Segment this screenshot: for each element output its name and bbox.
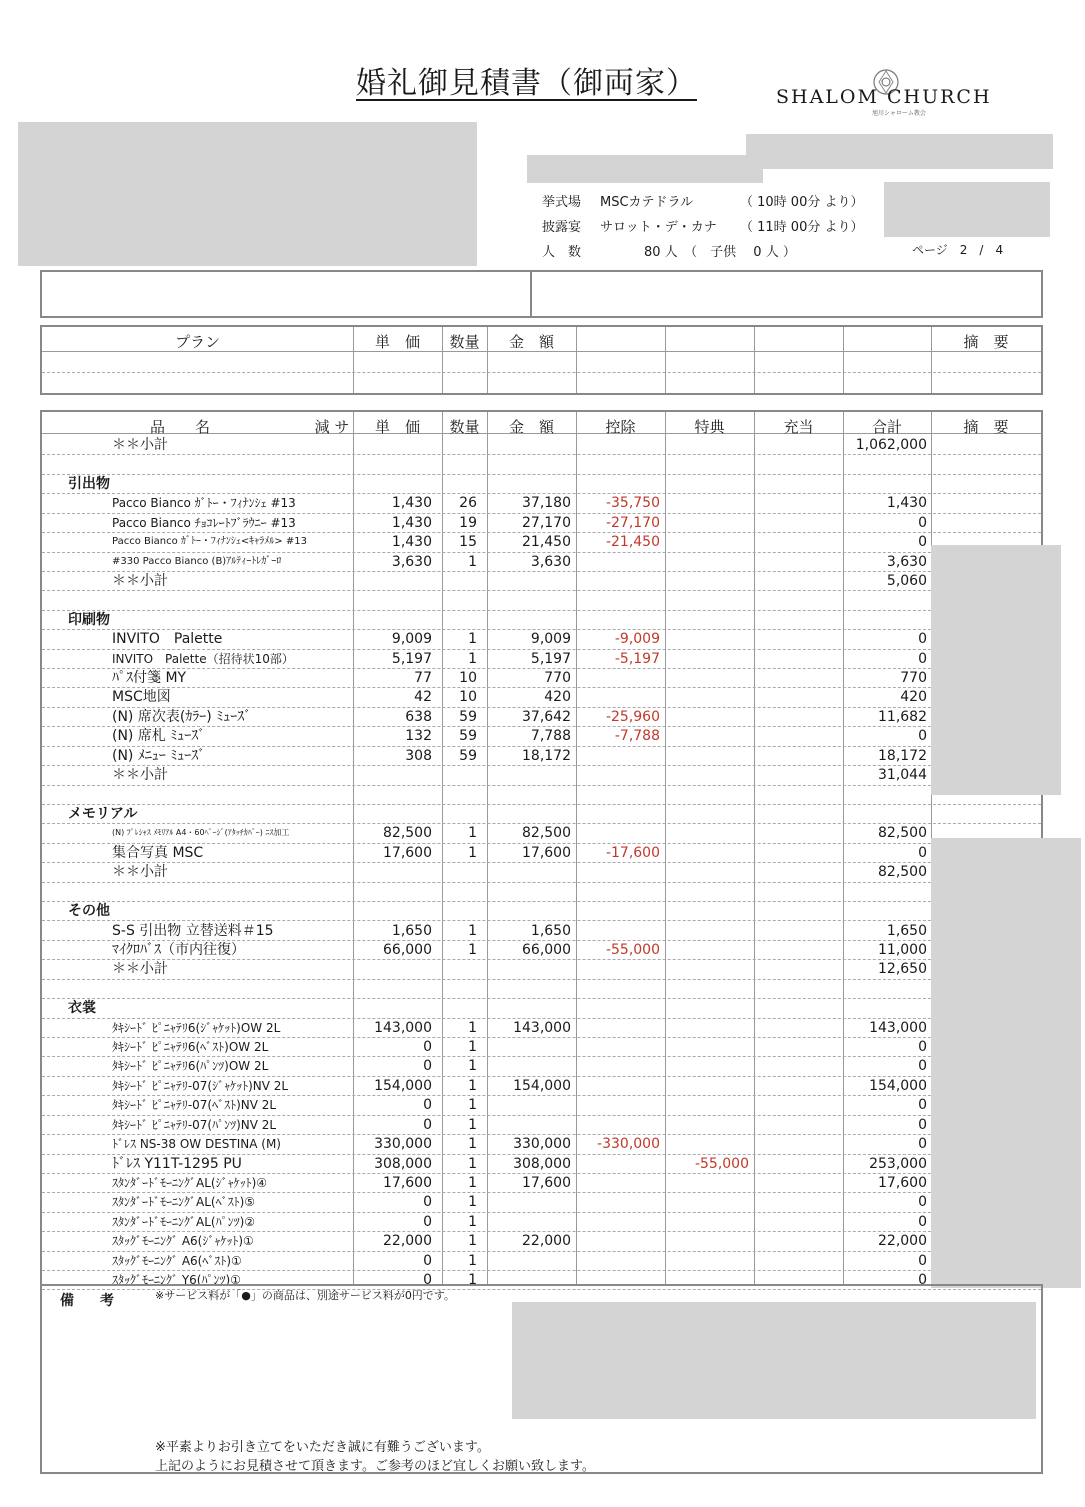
cell-deduction: -7,788 [614, 728, 660, 745]
table-row [42, 959, 1041, 978]
table-row [42, 1095, 1041, 1114]
page-number: ページ 2 / 4 [912, 243, 1004, 257]
cell-amount: 17,600 [522, 1174, 571, 1191]
table-row [42, 1192, 1041, 1211]
header-remarks: 摘 要 [963, 418, 1009, 436]
cell-qty: 59 [459, 708, 477, 725]
table-row [42, 1018, 1041, 1037]
cell-total: 420 [900, 689, 927, 706]
item-name: Pacco Bianco ｶﾞﾄｰ・ﾌｨﾅﾝｼｪ #13 [112, 496, 296, 511]
item-name: ｽﾀﾝﾀﾞｰﾄﾞﾓｰﾆﾝｸﾞAL(ﾊﾟﾝﾂ)② [112, 1214, 256, 1229]
item-name: Pacco Bianco ｶﾞﾄｰ・ﾌｨﾅﾝｼｪ<ｷｬﾗﾒﾙ> #13 [112, 536, 307, 548]
column-divider [665, 327, 666, 393]
cell-amount: 66,000 [522, 941, 571, 958]
cell-total: 0 [918, 1058, 927, 1075]
cell-amount: 9,009 [530, 631, 571, 648]
cell-deduction: -27,170 [605, 514, 660, 531]
section-row [42, 474, 1041, 493]
header-qty: 数量 [449, 418, 480, 436]
cell-qty: 1 [468, 1136, 477, 1153]
cell-qty: 59 [459, 747, 477, 764]
cell-total: 11,000 [878, 941, 927, 958]
item-name: #330 Pacco Bianco (B)ｱﾙﾃｨｰﾄﾚｶﾞｰﾛ [112, 555, 282, 567]
cell-total: 22,000 [878, 1233, 927, 1250]
cell-qty: 1 [468, 922, 477, 939]
cell-unit: 0 [423, 1272, 432, 1289]
plan-header-unit: 単 価 [374, 333, 420, 351]
table-row [42, 1154, 1041, 1173]
ceremony-venue: MSCカテドラル [600, 195, 694, 210]
cell-amount: 17,600 [522, 844, 571, 861]
table-row [42, 552, 1041, 571]
reception-label: 披露宴 [542, 220, 582, 235]
cell-qty: 19 [459, 514, 477, 531]
cell-total: 0 [918, 534, 927, 551]
table-row [42, 862, 1041, 881]
closing-line-1: ※平素よりお引き立てをいただき誠に有難うございます。 [155, 1440, 490, 1455]
cell-amount: 7,788 [530, 728, 571, 745]
section-title: その他 [68, 903, 110, 920]
cell-deduction: -35,750 [605, 495, 660, 512]
plan-header-qty: 数量 [449, 333, 480, 351]
blank-row [42, 979, 1041, 998]
cell-qty: 1 [468, 1233, 477, 1250]
header-amount: 金 額 [508, 418, 554, 436]
blank-row [42, 882, 1041, 901]
item-name: INVITO Palette [112, 631, 223, 648]
item-name: ﾀｷｼｰﾄﾞ ﾋﾟﾆｬﾃﾘ6(ﾊﾟﾝﾂ)OW 2L [112, 1059, 269, 1074]
table-row [42, 1115, 1041, 1134]
cell-total: 0 [918, 1252, 927, 1269]
cell-qty: 1 [468, 1058, 477, 1075]
cell-unit: 0 [423, 1116, 432, 1133]
cell-deduction: -5,197 [614, 650, 660, 667]
cell-amount: 308,000 [513, 1155, 571, 1172]
cell-unit: 0 [423, 1194, 432, 1211]
reception-venue: サロット・デ・カナ [600, 220, 717, 235]
item-name: ＊＊小計 [112, 767, 168, 784]
cell-unit: 0 [423, 1252, 432, 1269]
cell-deduction: -55,000 [605, 941, 660, 958]
item-name: ｽﾀﾝﾀﾞｰﾄﾞﾓｰﾆﾝｸﾞAL(ｼﾞｬｹｯﾄ)④ [112, 1175, 268, 1190]
cell-qty: 1 [468, 1039, 477, 1056]
blank-row [42, 454, 1041, 473]
table-row [42, 668, 1041, 687]
cell-unit: 0 [423, 1058, 432, 1075]
item-name: ﾀｷｼｰﾄﾞ ﾋﾟﾆｬﾃﾘ-07(ｼﾞｬｹｯﾄ)NV 2L [112, 1078, 289, 1093]
cell-total: 3,630 [886, 553, 927, 570]
cell-total: 0 [918, 631, 927, 648]
table-row [42, 1212, 1041, 1231]
section-title: 衣裳 [68, 1000, 96, 1017]
item-name: ﾀｷｼｰﾄﾞ ﾋﾟﾆｬﾃﾘ6(ﾍﾞｽﾄ)OW 2L [112, 1040, 269, 1055]
ceremony-label: 挙式場 [542, 195, 582, 210]
redacted-block [746, 134, 1053, 169]
item-name: ＊＊小計 [112, 864, 168, 881]
item-name: ﾀｷｼｰﾄﾞ ﾋﾟﾆｬﾃﾘ-07(ﾍﾞｽﾄ)NV 2L [112, 1098, 277, 1113]
cell-qty: 1 [468, 1097, 477, 1114]
cell-unit: 66,000 [383, 941, 432, 958]
cell-qty: 1 [468, 825, 477, 842]
cell-deduction: -330,000 [597, 1136, 660, 1153]
cell-total: 12,650 [878, 961, 927, 978]
table-row [42, 493, 1041, 512]
column-divider [843, 327, 844, 393]
cell-total: 143,000 [869, 1019, 927, 1036]
item-name: 集合写真 MSC [112, 844, 204, 861]
table-row [42, 921, 1041, 940]
cell-unit: 308 [405, 747, 432, 764]
notes-label: 備 考 [60, 1293, 120, 1309]
cell-amount: 22,000 [522, 1233, 571, 1250]
cell-deduction: -9,009 [614, 631, 660, 648]
document-title: 婚礼御見積書（御両家） [356, 66, 697, 101]
blank-row [42, 785, 1041, 804]
section-row [42, 901, 1041, 920]
cell-unit: 9,009 [391, 631, 432, 648]
cell-qty: 10 [459, 689, 477, 706]
cell-total: 1,650 [886, 922, 927, 939]
table-row [42, 1076, 1041, 1095]
cell-total: 0 [918, 728, 927, 745]
cell-total: 1,430 [886, 495, 927, 512]
cell-total: 11,682 [878, 708, 927, 725]
plan-header-remarks: 摘 要 [963, 333, 1009, 351]
redacted-block [18, 122, 477, 266]
header-allocation: 充当 [783, 418, 814, 436]
cell-amount: 154,000 [513, 1077, 571, 1094]
column-divider [754, 327, 755, 393]
cell-amount: 37,180 [522, 495, 571, 512]
notes-text: ※サービス料が「●」の商品は、別途サービス料が0円です。 [155, 1289, 455, 1302]
cell-total: 154,000 [869, 1077, 927, 1094]
cell-unit: 42 [414, 689, 432, 706]
cell-unit: 0 [423, 1039, 432, 1056]
item-name: ﾄﾞﾚｽ NS-38 OW DESTINA (M) [112, 1137, 281, 1152]
cell-qty: 1 [468, 553, 477, 570]
cell-unit: 132 [405, 728, 432, 745]
cell-qty: 26 [459, 495, 477, 512]
cell-total: 18,172 [878, 747, 927, 764]
closing-line-2: 上記のようにお見積させて頂きます。ご参考のほど宜しくお願い致します。 [155, 1459, 595, 1474]
cell-deduction: -21,450 [605, 534, 660, 551]
cell-amount: 5,197 [530, 650, 571, 667]
table-row [42, 1251, 1041, 1270]
redacted-block [884, 182, 1050, 237]
redacted-block [512, 1302, 1036, 1419]
plan-header-plan: プラン [174, 333, 220, 351]
cell-unit: 1,430 [391, 534, 432, 551]
section-row [42, 610, 1041, 629]
cell-total: 0 [918, 1272, 927, 1289]
item-name: (N) ﾒﾆｭｰ ﾐｭｰｽﾞ [112, 747, 206, 764]
item-name: ｽﾀｯｸﾞﾓｰﾆﾝｸﾞ A6(ﾍﾞｽﾄ)① [112, 1253, 242, 1268]
cell-qty: 1 [468, 844, 477, 861]
cell-qty: 1 [468, 1077, 477, 1094]
cell-unit: 82,500 [383, 825, 432, 842]
header-total: 合計 [871, 418, 902, 436]
cell-unit: 143,000 [374, 1019, 432, 1036]
cell-unit: 17,600 [383, 1174, 432, 1191]
item-name: MSC地図 [112, 689, 171, 706]
table-row [42, 1231, 1041, 1250]
item-name: ｽﾀｯｸﾞﾓｰﾆﾝｸﾞ A6(ｼﾞｬｹｯﾄ)① [112, 1234, 254, 1249]
item-name: Pacco Bianco ﾁｮｺﾚｰﾄﾌﾞﾗｳﾆｰ #13 [112, 515, 296, 530]
cell-amount: 1,650 [530, 922, 571, 939]
cell-amount: 21,450 [522, 534, 571, 551]
cell-amount: 770 [544, 670, 571, 687]
item-name: ﾏｲｸﾛﾊﾞｽ（市内往復） [112, 941, 245, 958]
section-title: 引出物 [68, 475, 110, 492]
cell-qty: 10 [459, 670, 477, 687]
item-name: INVITO Palette（招待状10部） [112, 651, 294, 666]
cell-benefit: -55,000 [694, 1155, 749, 1172]
address-box [40, 270, 1043, 318]
cell-amount: 27,170 [522, 514, 571, 531]
cell-unit: 77 [414, 670, 432, 687]
cell-qty: 15 [459, 534, 477, 551]
section-row [42, 998, 1041, 1017]
cell-qty: 1 [468, 1252, 477, 1269]
plan-header-amount: 金 額 [508, 333, 554, 351]
cell-total: 253,000 [869, 1155, 927, 1172]
item-name: ﾄﾞﾚｽ Y11T-1295 PU [112, 1155, 242, 1172]
logo-subtext: 旭川シャローム教会 [872, 110, 926, 117]
table-row [42, 571, 1041, 590]
cell-qty: 1 [468, 941, 477, 958]
cell-deduction: -25,960 [605, 708, 660, 725]
cell-qty: 1 [468, 1019, 477, 1036]
item-name: (N) 席札 ﾐｭｰｽﾞ [112, 728, 206, 745]
table-row [42, 765, 1041, 784]
guests-label: 人 数 [542, 245, 582, 260]
redacted-block [931, 545, 1061, 795]
cell-total: 82,500 [878, 864, 927, 881]
cell-unit: 638 [405, 708, 432, 725]
table-row [42, 532, 1041, 551]
cell-total: 0 [918, 1039, 927, 1056]
cell-amount: 82,500 [522, 825, 571, 842]
item-name: ＊＊小計 [112, 961, 168, 978]
cell-amount: 37,642 [522, 708, 571, 725]
header-item: 品 名 [149, 418, 210, 436]
table-row [42, 823, 1041, 842]
header-benefit: 特典 [694, 418, 725, 436]
cell-qty: 1 [468, 1194, 477, 1211]
cell-unit: 0 [423, 1213, 432, 1230]
item-name: ＊＊小計 [112, 437, 168, 453]
cell-qty: 1 [468, 631, 477, 648]
header-reduce: 減 サ [314, 418, 350, 436]
table-row [42, 1056, 1041, 1075]
logo-text: SHALOM CHURCH [776, 86, 992, 108]
cell-unit: 330,000 [374, 1136, 432, 1153]
header-unit: 単 価 [374, 418, 420, 436]
ceremony-time: （ 10時 00分 より） [740, 195, 864, 210]
cell-total: 82,500 [878, 825, 927, 842]
cell-amount: 3,630 [530, 553, 571, 570]
table-row [42, 687, 1041, 706]
cell-unit: 0 [423, 1097, 432, 1114]
item-name: ﾀｷｼｰﾄﾞ ﾋﾟﾆｬﾃﾘ6(ｼﾞｬｹｯﾄ)OW 2L [112, 1020, 281, 1035]
redacted-block [931, 838, 1081, 1288]
cell-unit: 154,000 [374, 1077, 432, 1094]
cell-unit: 22,000 [383, 1233, 432, 1250]
cell-total: 0 [918, 844, 927, 861]
cell-unit: 1,650 [391, 922, 432, 939]
cell-qty: 1 [468, 650, 477, 667]
section-title: メモリアル [68, 805, 138, 822]
table-row [42, 940, 1041, 959]
column-divider [576, 327, 577, 393]
table-row [42, 629, 1041, 648]
blank-row [42, 590, 1041, 609]
table-row [42, 746, 1041, 765]
cell-total: 0 [918, 1194, 927, 1211]
cell-total: 0 [918, 514, 927, 531]
table-row [42, 1173, 1041, 1192]
cell-total: 0 [918, 1136, 927, 1153]
cell-amount: 143,000 [513, 1019, 571, 1036]
table-row [42, 1134, 1041, 1153]
cell-total: 31,044 [878, 767, 927, 784]
item-name: (N) 席次表(ｶﾗｰ) ﾐｭｰｽﾞ [112, 708, 252, 725]
cell-amount: 18,172 [522, 747, 571, 764]
item-name: ＊＊小計 [112, 572, 168, 589]
cell-total: 0 [918, 650, 927, 667]
cell-qty: 59 [459, 728, 477, 745]
cell-total: 1,062,000 [855, 437, 927, 453]
cell-unit: 1,430 [391, 514, 432, 531]
cell-qty: 1 [468, 1174, 477, 1191]
section-row [42, 804, 1041, 823]
cell-amount: 420 [544, 689, 571, 706]
cell-total: 17,600 [878, 1174, 927, 1191]
item-name: (N) ﾌﾟﾚｼｬｽ ﾒﾓﾘｱﾙ A4・60ﾍﾟｰｼﾞ(ｱﾀｯﾁｶﾊﾞｰ) ﾆｽ加工 [112, 828, 290, 838]
guests-count: 80 人 （ 子供 0 人 ） [644, 245, 796, 260]
table-row [42, 649, 1041, 668]
cell-unit: 308,000 [374, 1155, 432, 1172]
cell-unit: 17,600 [383, 844, 432, 861]
church-logo [776, 68, 1016, 120]
redacted-block [527, 155, 763, 183]
cell-amount: 330,000 [513, 1136, 571, 1153]
cell-qty: 1 [468, 1116, 477, 1133]
cell-unit: 1,430 [391, 495, 432, 512]
reception-time: （ 11時 00分 より） [740, 220, 864, 235]
cell-qty: 1 [468, 1272, 477, 1289]
table-row [42, 1037, 1041, 1056]
cell-total: 0 [918, 1213, 927, 1230]
item-name: ｽﾀｯｸﾞﾓｰﾆﾝｸﾞ Y6(ﾊﾟﾝﾂ)① [112, 1273, 241, 1288]
cell-total: 5,060 [886, 572, 927, 589]
item-name: ﾊﾟｽ付箋 MY [112, 670, 187, 687]
cell-unit: 5,197 [391, 650, 432, 667]
table-row [42, 843, 1041, 862]
cell-total: 770 [900, 670, 927, 687]
cell-total: 0 [918, 1097, 927, 1114]
item-name: S-S 引出物 立替送料＃15 [112, 922, 274, 939]
item-name: ﾀｷｼｰﾄﾞ ﾋﾟﾆｬﾃﾘ-07(ﾊﾟﾝﾂ)NV 2L [112, 1117, 277, 1132]
cell-qty: 1 [468, 1213, 477, 1230]
cell-qty: 1 [468, 1155, 477, 1172]
table-row [42, 707, 1041, 726]
table-row [42, 726, 1041, 745]
header-deduction: 控除 [605, 418, 636, 436]
cell-unit: 3,630 [391, 553, 432, 570]
table-row [42, 513, 1041, 532]
cell-deduction: -17,600 [605, 844, 660, 861]
section-title: 印刷物 [68, 611, 110, 628]
cell-total: 0 [918, 1116, 927, 1133]
table-row [42, 435, 1041, 454]
item-name: ｽﾀﾝﾀﾞｰﾄﾞﾓｰﾆﾝｸﾞAL(ﾍﾞｽﾄ)⑤ [112, 1195, 256, 1210]
